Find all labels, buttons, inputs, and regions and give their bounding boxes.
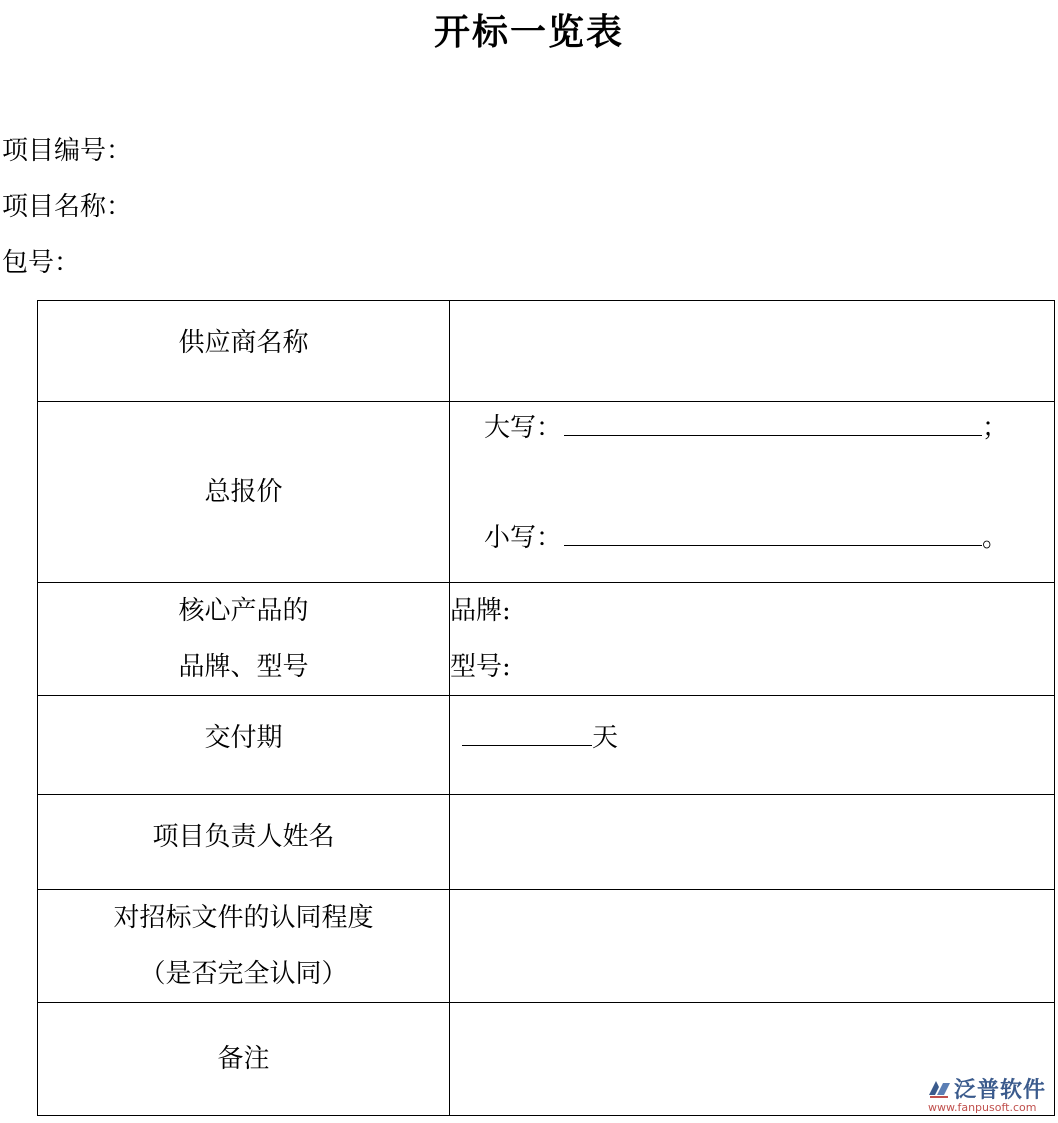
total-price-label-cell [38, 402, 450, 583]
delivery-label: 交付期 [204, 723, 283, 753]
core-product-label-line1: 核心产品的 [178, 596, 309, 626]
total-price-lower-line [450, 510, 1054, 566]
acceptance-label-cell [38, 890, 450, 1003]
model-label[interactable]: 型号: [450, 652, 511, 682]
total-price-upper-line [450, 400, 1054, 456]
delivery-value-cell [450, 696, 1055, 795]
table-row [38, 301, 1055, 402]
table-row [38, 890, 1055, 1003]
manager-name-value-cell[interactable] [450, 795, 1055, 890]
bid-summary-table [37, 300, 1055, 1116]
document-title: 开标一览表 [433, 11, 624, 53]
total-price-label: 总报价 [204, 477, 283, 507]
supplier-name-value-cell[interactable] [450, 301, 1055, 402]
fanpusoft-watermark [926, 1075, 1052, 1119]
table-row [38, 402, 1055, 583]
delivery-days-blank[interactable] [462, 713, 592, 746]
core-product-value-cell [450, 583, 1055, 696]
core-product-label-line2: 品牌、型号 [178, 652, 309, 682]
supplier-name-label: 供应商名称 [178, 328, 309, 358]
delivery-label-cell [38, 696, 450, 795]
watermark-brand: 泛普软件 [954, 1078, 1047, 1103]
package-number-field: 包号： [2, 248, 81, 278]
total-price-lower-label: 小写： [484, 523, 563, 553]
delivery-value-line [450, 696, 1054, 766]
total-price-value-cell [450, 402, 1055, 583]
remarks-label: 备注 [217, 1044, 270, 1074]
acceptance-value-cell[interactable] [450, 890, 1055, 1003]
brand-label[interactable]: 品牌: [450, 596, 511, 626]
total-price-lower-blank[interactable] [564, 513, 982, 546]
table-row [38, 583, 1055, 696]
delivery-unit: 天 [592, 723, 619, 753]
watermark-url: www.fanpusoft.com [928, 1101, 1037, 1114]
table-row [38, 696, 1055, 795]
manager-name-label-cell [38, 795, 450, 890]
total-price-upper-end: ； [982, 413, 1009, 443]
total-price-lower-end: 。 [982, 523, 1009, 553]
total-price-upper-blank[interactable] [564, 403, 982, 436]
remarks-label-cell [38, 1003, 450, 1116]
total-price-upper-label: 大写： [484, 413, 563, 443]
acceptance-label-line1: 对招标文件的认同程度 [113, 903, 374, 933]
project-number-field: 项目编号： [2, 136, 133, 166]
core-product-label-cell [38, 583, 450, 696]
table-row [38, 1003, 1055, 1116]
manager-name-label: 项目负责人姓名 [152, 822, 335, 852]
fanpusoft-logo-icon [926, 1075, 952, 1101]
project-name-field: 项目名称： [2, 192, 133, 222]
acceptance-label-line2: （是否完全认同） [139, 959, 348, 989]
supplier-name-label-cell [38, 301, 450, 402]
table-row [38, 795, 1055, 890]
